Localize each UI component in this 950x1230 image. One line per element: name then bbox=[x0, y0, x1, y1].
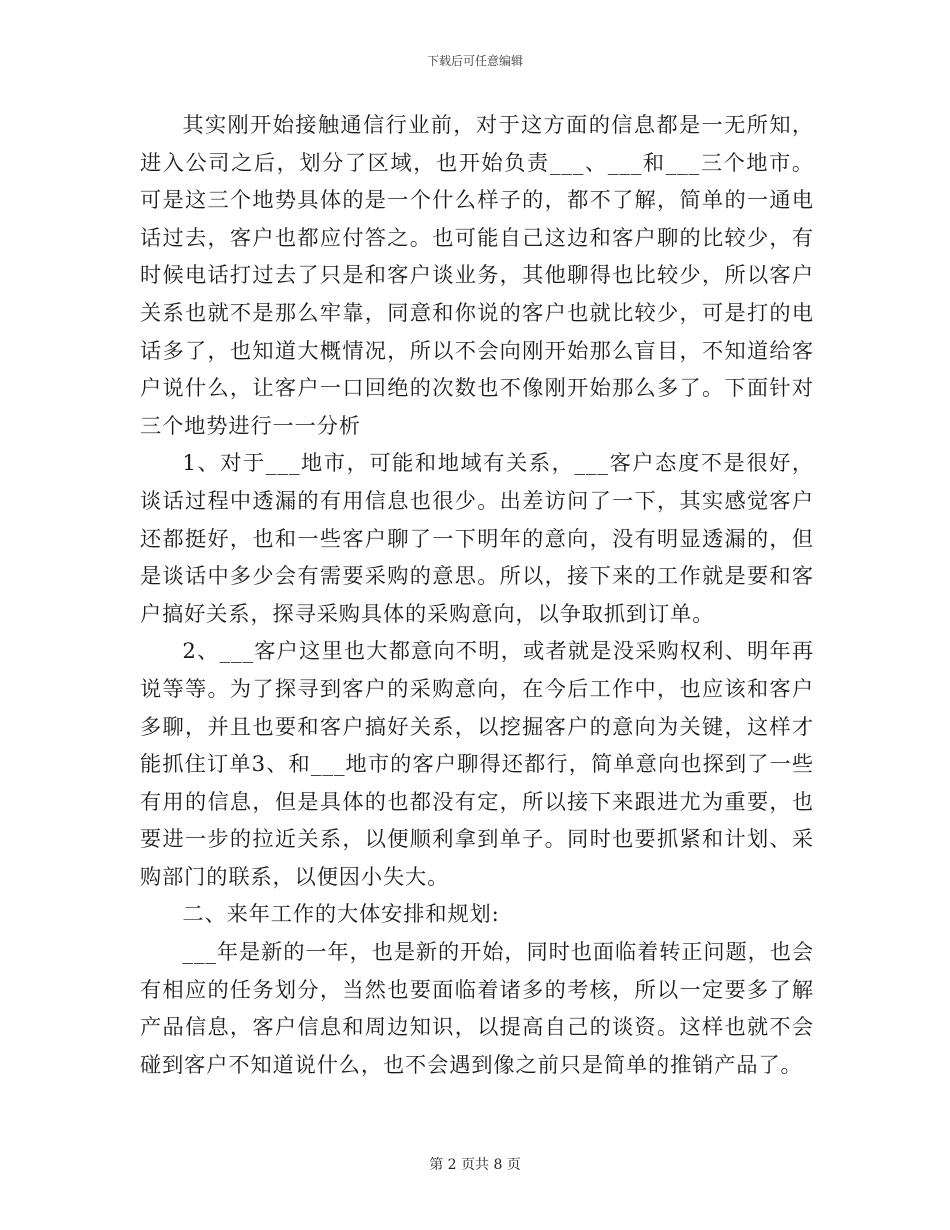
document-body bbox=[140, 106, 814, 1083]
paragraph-analysis-1: 1、对于___地市，可能和地域有关系，___客户态度不是很好，谈话过程中透漏的有用信息也很少。出差访问了一下，其实感觉客户还都挺好，也和一些客户聊了一下明年的意向，没有明显透漏的，但是谈话中多少会有需要采购的意思。所以，接下来的工作就是要和客户搞好关系，探寻采购具体的采购意向，以争取抓到订单。 bbox=[140, 450, 814, 626]
paragraph-intro: 其实刚开始接触通信行业前，对于这方面的信息都是一无所知，进入公司之后，划分了区域，也开始负责___、___和___三个地市。可是这三个地势具体的是一个什么样子的，都不了解，简单的一通电话过去，客户也都应付答之。也可能自己这边和客户聊的比较少，有时候电话打过去了只是和客户谈业务，其他聊得也比较少，所以客户关系也就不是那么牢靠，同意和你说的客户也就比较少，可是打的电话多了，也知道大概情况，所以不会向刚开始那么盲目，不知道给客户说什么，让客户一口回绝的次数也不像刚开始那么多了。下面针对三个地势进行一一分析 bbox=[140, 112, 814, 438]
paragraph-analysis-2: 2、___客户这里也大都意向不明，或者就是没采购权利、明年再说等等。为了探寻到客户的采购意向，在今后工作中，也应该和客户多聊，并且也要和客户搞好关系，以挖掘客户的意向为关键，这样才能抓住订单3、和___地市的客户聊得还都行，简单意向也探到了一些有用的信息，但是具体的也都没有定，所以接下来跟进尤为重要，也要进一步的拉近关系，以便顺利拿到单子。同时也要抓紧和计划、采购部门的联系，以便因小失大。 bbox=[140, 638, 814, 889]
paragraph-plan: ___年是新的一年，也是新的开始，同时也面临着转正问题，也会有相应的任务划分，当然也要面临着诸多的考核，所以一定要多了解产品信息，客户信息和周边知识，以提高自己的谈资。这样也就不会碰到客户不知道说什么，也不会遇到像之前只是简单的推销产品了。 bbox=[140, 939, 814, 1077]
section-heading-plan: 二、来年工作的大体安排和规划: bbox=[182, 901, 500, 927]
page-number: 第 2 页共 8 页 bbox=[429, 1157, 521, 1173]
page-header: 下载后可任意编辑 bbox=[426, 54, 523, 68]
